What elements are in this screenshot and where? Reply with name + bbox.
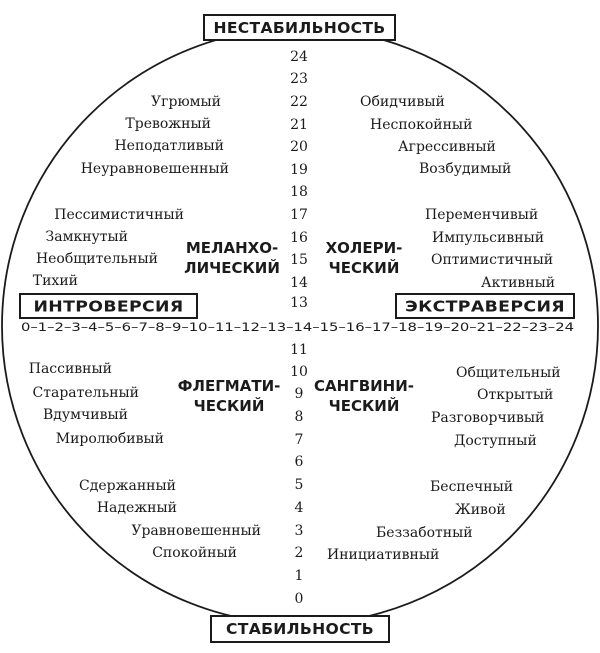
choleric-trait: Агрессивный [398,139,496,155]
instability-label: НЕСТАБИЛЬНОСТЬ [213,19,386,37]
introversion-label: ИНТРОВЕРСИЯ [33,297,184,316]
melancholic-trait: Замкнутый [45,229,128,245]
vertical-scale-23: 23 [290,71,308,87]
choleric-trait: Возбудимый [419,161,512,177]
sanguine-trait: Разговорчивый [431,410,545,426]
melancholic-trait: Необщительный [35,251,158,267]
vertical-scale-10: 10 [290,364,308,380]
vertical-scale-21: 21 [290,117,308,133]
sanguine-label-line2: ЧЕСКИЙ [328,397,400,415]
melancholic-trait: Угрюмый [151,94,221,110]
melancholic-label-line1: МЕЛАНХО- [185,239,279,257]
vertical-scale-20: 20 [290,139,308,155]
sanguine-trait: Беспечный [430,479,514,495]
choleric-trait: Оптимистичный [431,252,554,268]
choleric-trait: Импульсивный [432,230,545,246]
vertical-scale-7: 7 [294,432,304,448]
melancholic-trait: Неподатливый [114,138,224,154]
vertical-scale-13: 13 [290,295,308,311]
choleric-trait: Активный [481,275,556,291]
sanguine-trait: Живой [455,502,506,518]
sanguine-trait: Инициативный [327,547,440,563]
phlegmatic-trait: Надежный [96,500,177,516]
melancholic-trait: Неуравновешенный [80,161,229,177]
choleric-trait: Неспокойный [370,117,473,133]
choleric-label-line2: ЧЕСКИЙ [328,259,400,277]
vertical-scale-16: 16 [290,230,308,246]
vertical-scale-4: 4 [294,500,304,516]
melancholic-trait: Тревожный [125,116,211,132]
sanguine-trait: Общительный [456,365,561,381]
vertical-scale-8: 8 [294,409,304,425]
phlegmatic-trait: Пассивный [28,361,112,377]
choleric-trait: Переменчивый [425,207,539,223]
extraversion-label: ЭКСТРАВЕРСИЯ [405,297,565,316]
phlegmatic-label-line1: ФЛЕГМАТИ- [177,377,281,395]
sanguine-trait: Доступный [454,433,537,449]
stability-label: СТАБИЛЬНОСТЬ [226,620,374,638]
vertical-scale-9: 9 [294,386,304,402]
vertical-scale-14: 14 [290,275,308,291]
melancholic-label-line2: ЛИЧЕСКИЙ [184,259,280,277]
vertical-scale-18: 18 [290,184,308,200]
vertical-scale-22: 22 [290,94,308,110]
phlegmatic-trait: Старательный [32,385,139,401]
phlegmatic-trait: Уравновешенный [131,523,261,539]
phlegmatic-trait: Вдумчивый [43,407,128,423]
vertical-scale-17: 17 [290,207,308,223]
phlegmatic-trait: Сдержанный [79,478,176,494]
vertical-scale-11: 11 [290,342,308,358]
melancholic-trait: Тихий [32,273,78,289]
vertical-scale-0: 0 [294,591,304,607]
horizontal-scale: 0–1–2–3–4–5–6–7–8–9–10–11–12–13–14–15–16–17–18–19–20–21–22–23–24 [21,320,574,334]
sanguine-trait: Открытый [477,387,554,403]
choleric-label-line1: ХОЛЕРИ- [325,239,403,257]
choleric-trait: Обидчивый [360,94,445,110]
vertical-scale-3: 3 [294,523,304,539]
sanguine-label-line1: САНГВИНИ- [313,377,415,395]
melancholic-trait: Пессимистичный [54,207,184,223]
phlegmatic-trait: Миролюбивый [55,431,164,447]
vertical-scale-5: 5 [294,477,304,493]
vertical-scale-24: 24 [290,49,308,65]
vertical-scale-1: 1 [294,568,304,584]
vertical-scale-19: 19 [290,162,308,178]
phlegmatic-label-line2: ЧЕСКИЙ [193,397,265,415]
vertical-scale-2: 2 [294,545,304,561]
phlegmatic-trait: Спокойный [152,545,237,561]
sanguine-trait: Беззаботный [376,525,473,541]
vertical-scale-6: 6 [294,454,304,470]
vertical-scale-15: 15 [290,252,308,268]
